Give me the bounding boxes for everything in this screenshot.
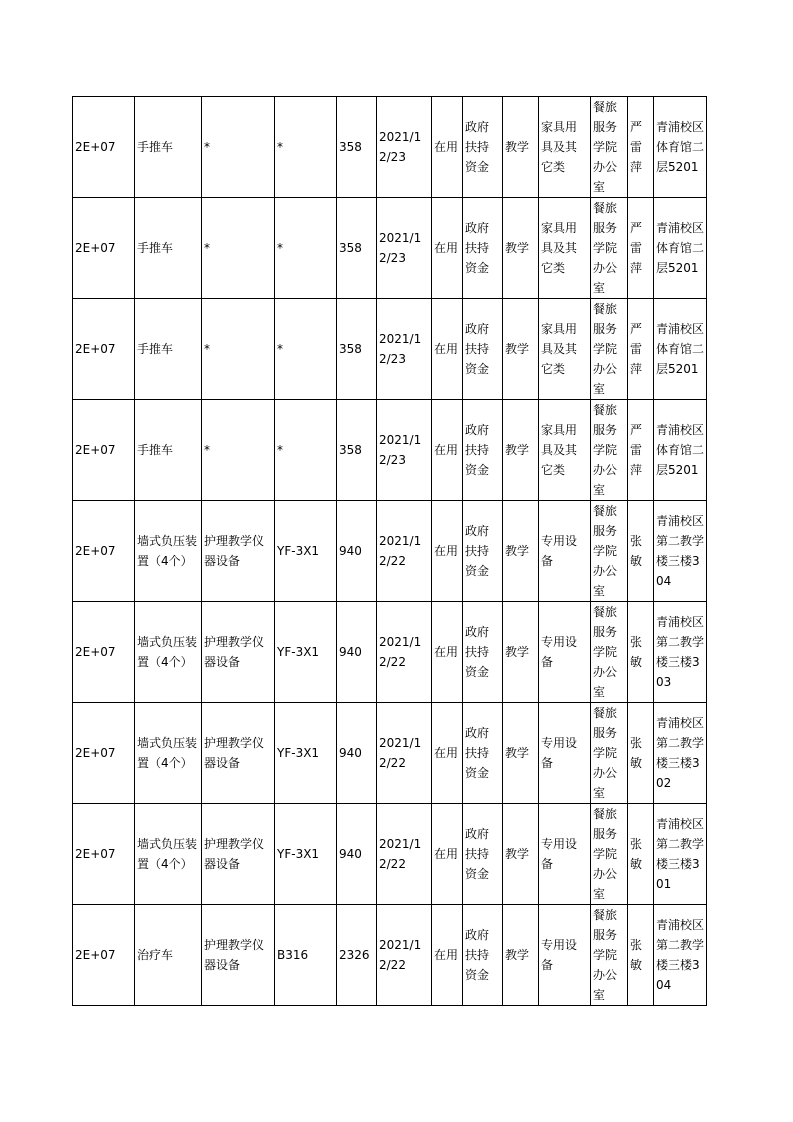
table-row [73,703,707,804]
price-cell: 358 [337,299,377,400]
funding-cell: 政府扶持资金 [463,501,503,602]
status-cell: 在用 [432,400,463,501]
custodian-cell: 张敏 [628,703,654,804]
location-cell: 青浦校区第二教学楼三楼302 [654,703,707,804]
department-cell: 餐旅服务学院办公室 [591,97,628,198]
usage-cell: 教学 [503,198,539,299]
model-cell: YF-3X1 [275,602,337,703]
asset-name-cell: 手推车 [135,97,202,198]
model-cell: B316 [275,905,337,1006]
category-cell: 护理教学仪器设备 [202,501,275,602]
category-cell: 护理教学仪器设备 [202,905,275,1006]
custodian-cell: 严雷萍 [628,198,654,299]
status-cell: 在用 [432,198,463,299]
usage-cell: 教学 [503,400,539,501]
location-cell: 青浦校区体育馆二层5201 [654,198,707,299]
asset-name-cell: 治疗车 [135,905,202,1006]
custodian-cell: 张敏 [628,501,654,602]
department-cell: 餐旅服务学院办公室 [591,905,628,1006]
price-cell: 940 [337,501,377,602]
date-cell: 2021/12/22 [377,804,432,905]
usage-cell: 教学 [503,905,539,1006]
location-cell: 青浦校区第二教学楼三楼301 [654,804,707,905]
model-cell: YF-3X1 [275,703,337,804]
location-cell: 青浦校区第二教学楼三楼304 [654,501,707,602]
status-cell: 在用 [432,804,463,905]
funding-cell: 政府扶持资金 [463,804,503,905]
date-cell: 2021/12/23 [377,198,432,299]
asset-type-cell: 专用设备 [539,804,591,905]
asset-type-cell: 专用设备 [539,905,591,1006]
asset-id-cell: 2E+07 [73,400,135,501]
model-cell: * [275,400,337,501]
status-cell: 在用 [432,905,463,1006]
table-row [73,400,707,501]
price-cell: 940 [337,602,377,703]
asset-id-cell: 2E+07 [73,501,135,602]
category-cell: 护理教学仪器设备 [202,703,275,804]
table-row [73,299,707,400]
price-cell: 358 [337,198,377,299]
asset-id-cell: 2E+07 [73,299,135,400]
date-cell: 2021/12/23 [377,299,432,400]
date-cell: 2021/12/22 [377,602,432,703]
custodian-cell: 严雷萍 [628,299,654,400]
asset-name-cell: 墙式负压装置（4个） [135,501,202,602]
category-cell: * [202,299,275,400]
table-row [73,905,707,1006]
date-cell: 2021/12/23 [377,400,432,501]
category-cell: * [202,400,275,501]
table-body [73,97,707,1006]
department-cell: 餐旅服务学院办公室 [591,400,628,501]
funding-cell: 政府扶持资金 [463,703,503,804]
usage-cell: 教学 [503,703,539,804]
model-cell: * [275,198,337,299]
funding-cell: 政府扶持资金 [463,905,503,1006]
asset-name-cell: 墙式负压装置（4个） [135,703,202,804]
asset-id-cell: 2E+07 [73,804,135,905]
asset-id-cell: 2E+07 [73,97,135,198]
department-cell: 餐旅服务学院办公室 [591,804,628,905]
funding-cell: 政府扶持资金 [463,198,503,299]
table-row [73,501,707,602]
price-cell: 358 [337,97,377,198]
model-cell: YF-3X1 [275,501,337,602]
table-row [73,97,707,198]
asset-name-cell: 墙式负压装置（4个） [135,602,202,703]
usage-cell: 教学 [503,602,539,703]
asset-type-cell: 专用设备 [539,501,591,602]
funding-cell: 政府扶持资金 [463,299,503,400]
date-cell: 2021/12/22 [377,703,432,804]
custodian-cell: 张敏 [628,905,654,1006]
funding-cell: 政府扶持资金 [463,400,503,501]
status-cell: 在用 [432,299,463,400]
funding-cell: 政府扶持资金 [463,602,503,703]
model-cell: * [275,299,337,400]
price-cell: 358 [337,400,377,501]
asset-id-cell: 2E+07 [73,198,135,299]
price-cell: 940 [337,703,377,804]
table-row [73,804,707,905]
department-cell: 餐旅服务学院办公室 [591,299,628,400]
date-cell: 2021/12/22 [377,501,432,602]
category-cell: * [202,198,275,299]
asset-type-cell: 家具用具及其它类 [539,400,591,501]
location-cell: 青浦校区第二教学楼三楼304 [654,905,707,1006]
asset-name-cell: 手推车 [135,198,202,299]
custodian-cell: 严雷萍 [628,400,654,501]
location-cell: 青浦校区体育馆二层5201 [654,400,707,501]
asset-table [72,96,707,1006]
department-cell: 餐旅服务学院办公室 [591,198,628,299]
date-cell: 2021/12/22 [377,905,432,1006]
asset-id-cell: 2E+07 [73,602,135,703]
asset-id-cell: 2E+07 [73,905,135,1006]
asset-type-cell: 家具用具及其它类 [539,97,591,198]
usage-cell: 教学 [503,804,539,905]
custodian-cell: 张敏 [628,602,654,703]
department-cell: 餐旅服务学院办公室 [591,703,628,804]
price-cell: 940 [337,804,377,905]
asset-type-cell: 家具用具及其它类 [539,198,591,299]
status-cell: 在用 [432,602,463,703]
department-cell: 餐旅服务学院办公室 [591,501,628,602]
status-cell: 在用 [432,501,463,602]
table-row [73,198,707,299]
model-cell: YF-3X1 [275,804,337,905]
category-cell: 护理教学仪器设备 [202,804,275,905]
usage-cell: 教学 [503,299,539,400]
asset-type-cell: 专用设备 [539,703,591,804]
status-cell: 在用 [432,97,463,198]
department-cell: 餐旅服务学院办公室 [591,602,628,703]
category-cell: * [202,97,275,198]
usage-cell: 教学 [503,501,539,602]
asset-name-cell: 手推车 [135,299,202,400]
category-cell: 护理教学仪器设备 [202,602,275,703]
status-cell: 在用 [432,703,463,804]
table-row [73,602,707,703]
usage-cell: 教学 [503,97,539,198]
asset-name-cell: 手推车 [135,400,202,501]
date-cell: 2021/12/23 [377,97,432,198]
price-cell: 2326 [337,905,377,1006]
location-cell: 青浦校区第二教学楼三楼303 [654,602,707,703]
asset-name-cell: 墙式负压装置（4个） [135,804,202,905]
location-cell: 青浦校区体育馆二层5201 [654,97,707,198]
custodian-cell: 严雷萍 [628,97,654,198]
funding-cell: 政府扶持资金 [463,97,503,198]
location-cell: 青浦校区体育馆二层5201 [654,299,707,400]
asset-id-cell: 2E+07 [73,703,135,804]
asset-type-cell: 专用设备 [539,602,591,703]
asset-type-cell: 家具用具及其它类 [539,299,591,400]
model-cell: * [275,97,337,198]
custodian-cell: 张敏 [628,804,654,905]
